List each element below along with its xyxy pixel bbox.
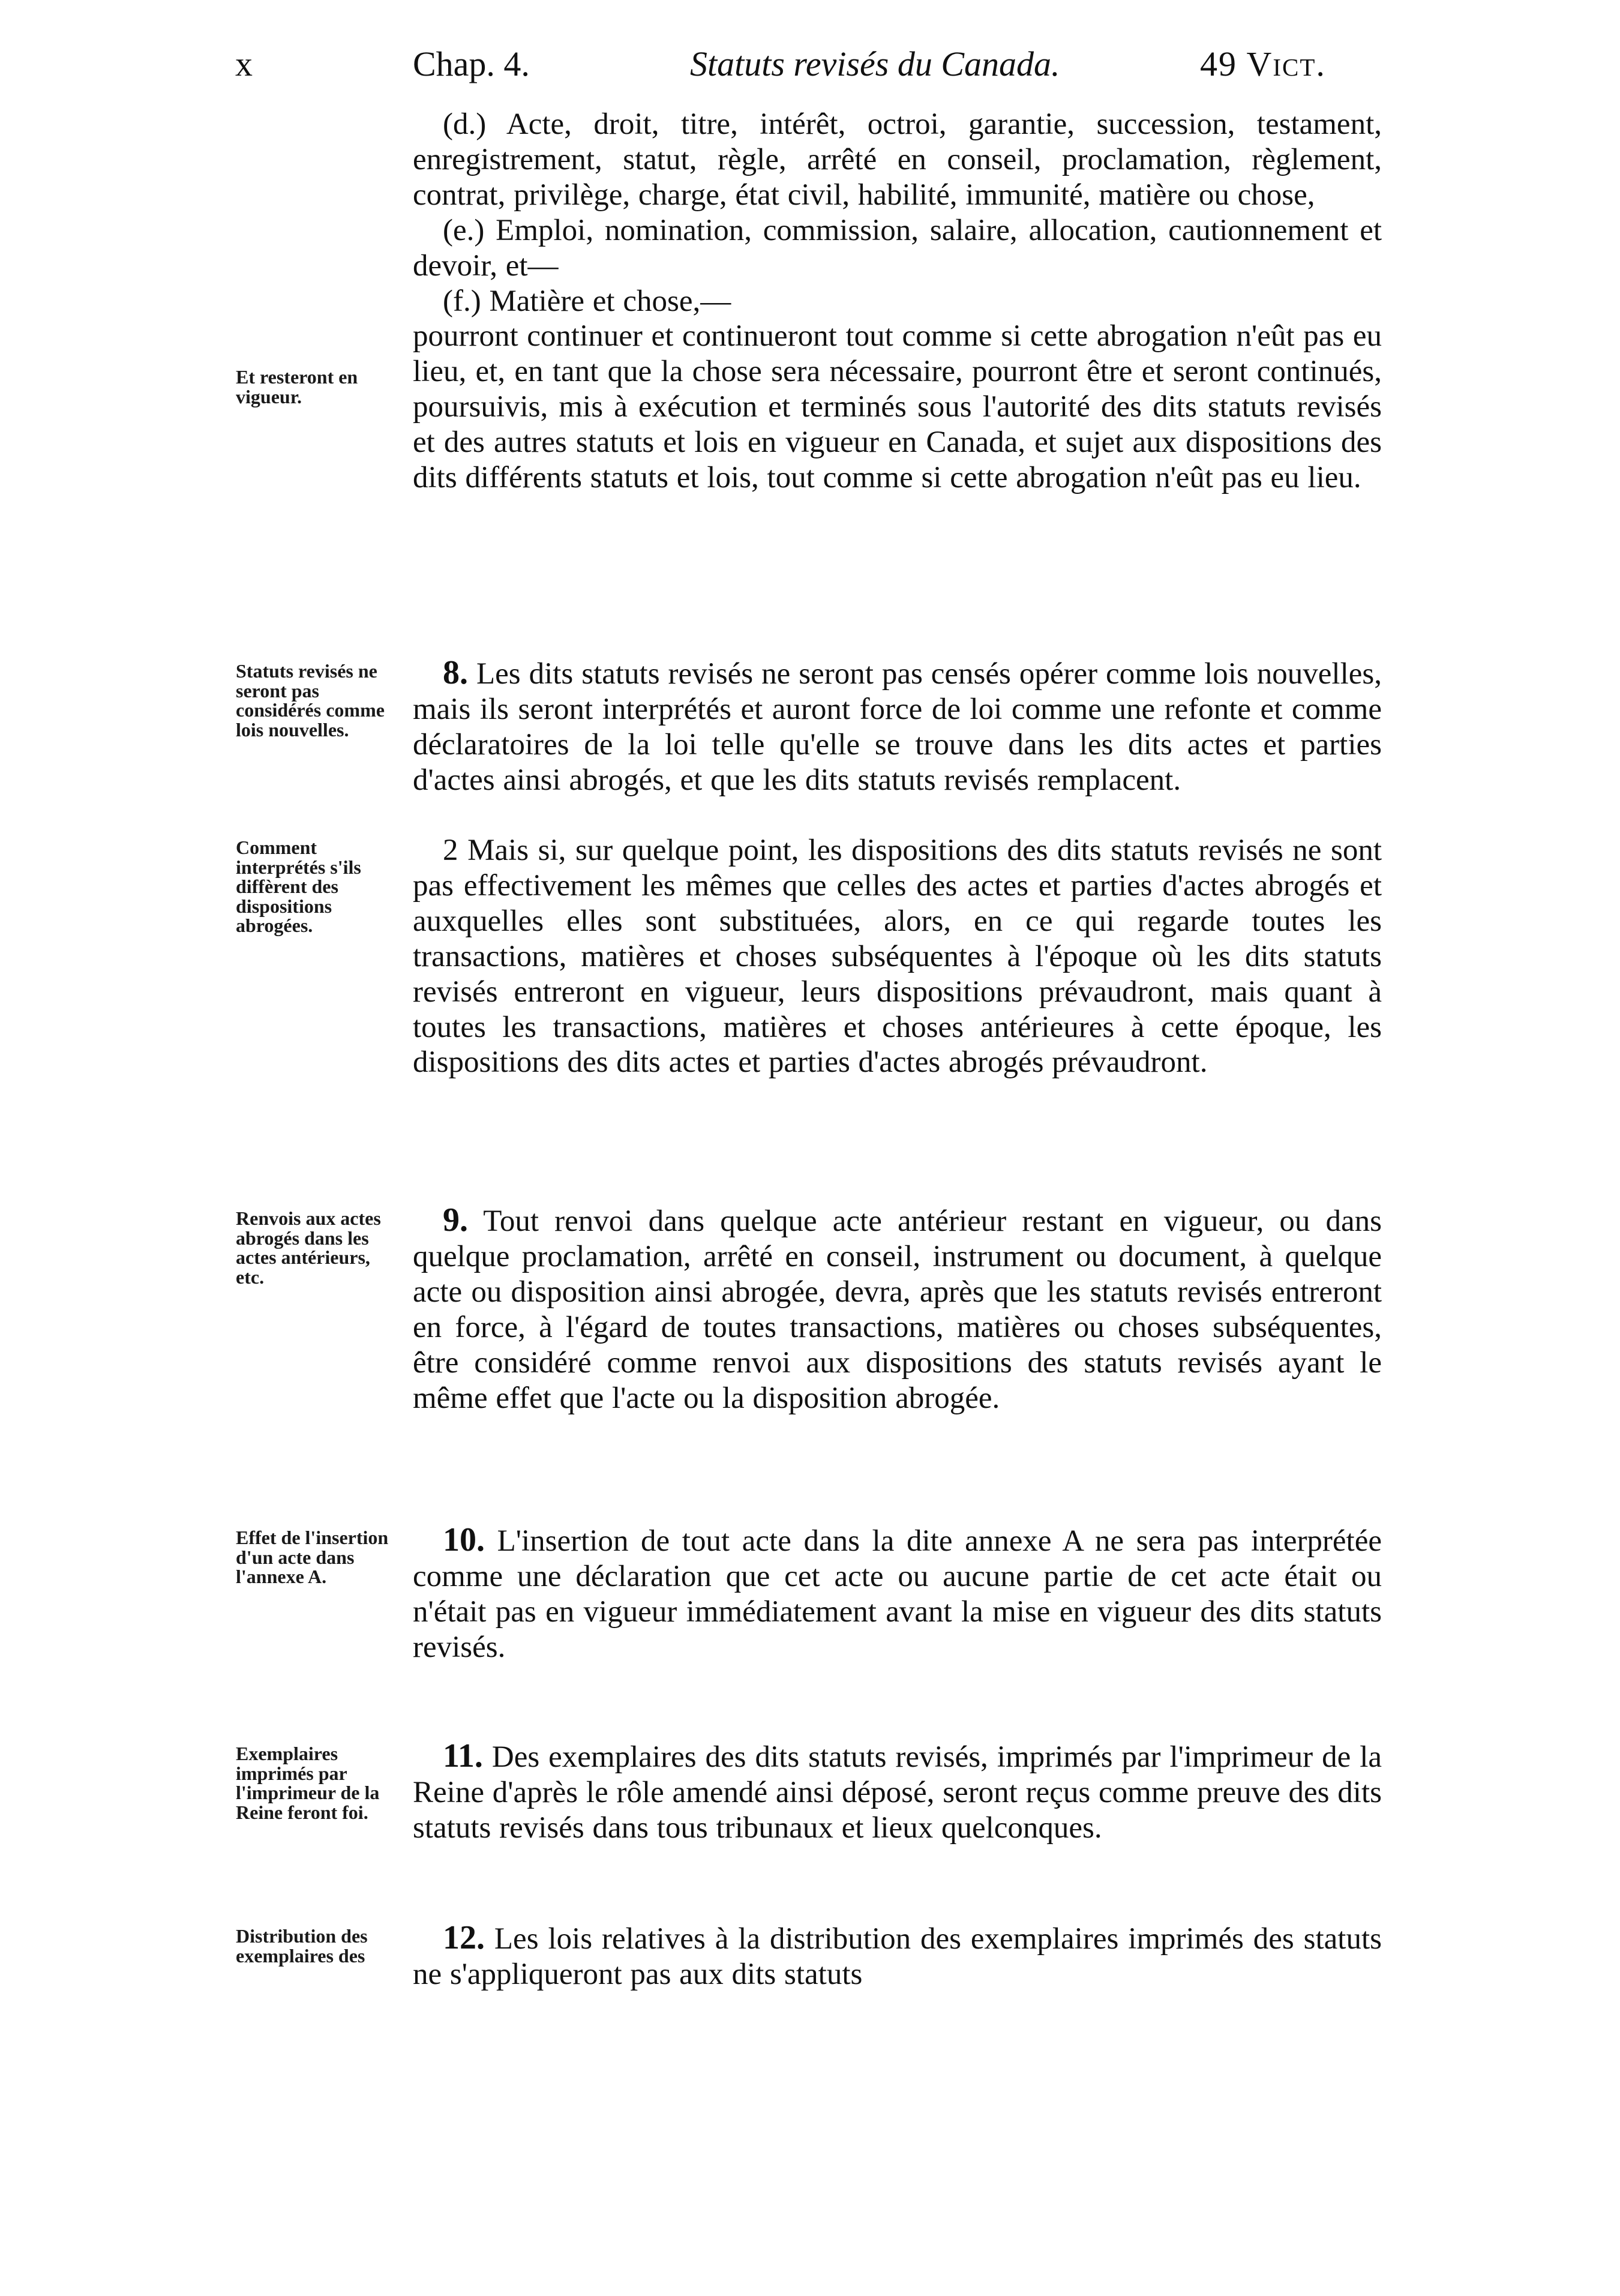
section-continuation: [413, 107, 1382, 496]
regnal-year: 49 Vict.: [1200, 44, 1326, 83]
clause-f: (f.) Matière et chose,—: [443, 284, 731, 318]
section-text: L'insertion de tout acte dans la dite annexe A ne sera pas interprétée comme une déclaration que cet acte ou aucune partie de cet acte était ou n'était pas en vigueur immédiatement avant la mise en vigueur des dits statuts revisés.: [413, 1524, 1382, 1664]
chapter-label: Chap. 4.: [413, 44, 530, 83]
margin-note-section-8: Statuts revisés ne seront pas considérés comme lois nouvelles.: [236, 660, 385, 741]
margin-note-section-11: Exemplaires imprimés par l'imprimeur de la Reine feront foi.: [236, 1743, 380, 1823]
section-8-2: [413, 833, 1382, 1080]
section-10: [413, 1522, 1382, 1665]
margin-note-continuation: Et resteront en vigueur.: [236, 366, 358, 407]
section-number: 10.: [443, 1521, 485, 1558]
section-number: 11.: [443, 1737, 483, 1775]
section-text: Tout renvoi dans quelque acte antérieur restant en vigueur, ou dans quelque proclamation, arrêté en conseil, instrument ou document, à quelque acte ou disposition ainsi abrogée, devra, après que les statuts revisés entreront en force, à l'égard de toutes transactions, matières ou choses subséquentes, être considéré comme renvoi aux dispositions des statuts revisés ayant le même effet que l'acte ou la disposition abrogée.: [413, 1204, 1382, 1415]
subsection-number: 2: [443, 834, 458, 867]
section-text: Des exemplaires des dits statuts revisés, imprimés par l'imprimeur de la Reine d'après le rôle amendé ainsi déposé, seront reçus comme preuve des dits statuts revisés dans tous tribunaux et lieux quelconques.: [413, 1740, 1382, 1845]
section-11: [413, 1739, 1382, 1846]
continuation-paragraph: pourront continuer et continueront tout comme si cette abrogation n'eût pas eu lieu, et, en tant que la chose sera nécessaire, pourront être et seront continués, poursuivis, mis à exécution et terminés sous l'autorité des dits statuts revisés et des autres statuts et lois en vigueur en Canada, et sujet aux dispositions des dits différents statuts et lois, tout comme si cette abrogation n'eût pas eu lieu.: [413, 319, 1382, 495]
margin-note-section-9: Renvois aux actes abrogés dans les actes antérieurs, etc.: [236, 1207, 381, 1288]
section-text: Les dits statuts revisés ne seront pas censés opérer comme lois nouvelles, mais ils seront interprétés et auront force de loi comme une refonte et comme déclaratoires de la loi telle qu'elle se trouve dans les dits actes et parties d'actes ainsi abrogés, et que les dits statuts revisés remplacent.: [413, 657, 1382, 797]
section-9: [413, 1203, 1382, 1416]
running-header: [0, 37, 1620, 91]
margin-note-section-12: Distribution des exemplaires des: [236, 1925, 368, 1967]
running-title: Statuts revisés du Canada.: [690, 44, 1060, 83]
section-number: 9.: [443, 1201, 468, 1239]
margin-note-section-10: Effet de l'insertion d'un acte dans l'annexe A.: [236, 1527, 389, 1587]
section-12: [413, 1920, 1382, 1992]
section-8: [413, 655, 1382, 798]
clause-e: (e.) Emploi, nomination, commission, salaire, allocation, cautionnement et devoir, et—: [413, 213, 1382, 283]
section-number: 12.: [443, 1919, 485, 1956]
section-text: Les lois relatives à la distribution des exemplaires imprimés des statuts ne s'appliqueront pas aux dits statuts: [413, 1922, 1382, 1991]
page-number: x: [235, 44, 253, 83]
clause-d: (d.) Acte, droit, titre, intérêt, octroi, garantie, succession, testament, enregistrement, statut, règle, arrêté en conseil, proclamation, règlement, contrat, privilège, charge, état civil, habilité, immunité, matière ou chose,: [413, 107, 1382, 212]
margin-note-section-8-2: Comment interprétés s'ils diffèrent des dispositions abrogées.: [236, 837, 361, 936]
section-text: Mais si, sur quelque point, les dispositions des dits statuts revisés ne sont pas effectivement les mêmes que celles des actes et parties d'actes abrogés et auxquelles elles sont substituées, alors, en ce qui regarde toutes les transactions, matières et choses subséquentes à l'époque où les dits statuts revisés entreront en vigueur, leurs dispositions prévaudront, mais quant à toutes les transactions, matières et choses antérieures à cette époque, les dispositions des dits actes et parties d'actes abrogés prévaudront.: [413, 834, 1382, 1080]
section-number: 8.: [443, 654, 468, 691]
